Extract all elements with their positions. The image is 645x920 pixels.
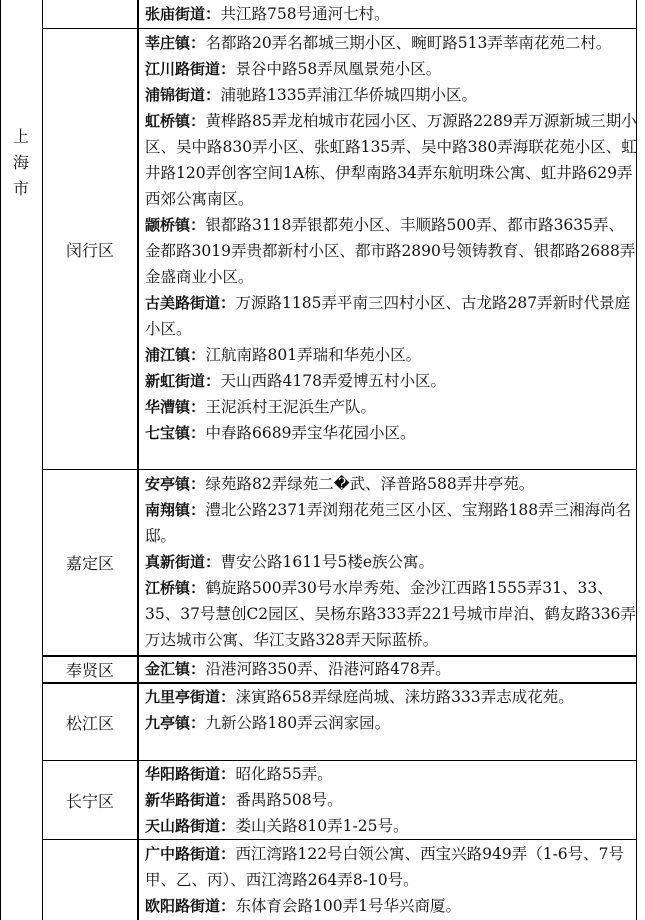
- address-entry: [145, 787, 637, 813]
- entry-colon: ：: [220, 764, 236, 783]
- entry-colon: ：: [190, 500, 206, 519]
- city-name: [0, 124, 42, 202]
- address-entry: [145, 813, 637, 839]
- row-content: [145, 841, 637, 919]
- street-name: 虹桥镇: [145, 112, 191, 130]
- district-name: 闵行区: [65, 240, 114, 260]
- entry-colon: ：: [205, 371, 221, 390]
- district-label: [42, 761, 138, 839]
- entry-colon: ：: [190, 578, 206, 597]
- street-name: 新华路街道: [145, 791, 221, 809]
- city-cell: [0, 0, 42, 920]
- address-text: 东体育会路100弄1号华兴商厦。: [235, 897, 461, 915]
- address-entry: [145, 30, 637, 56]
- street-name: 古美路街道: [145, 294, 221, 312]
- address-text: 万源路1185弄平南三四村小区、古龙路287弄新时代景庭小区。: [145, 294, 631, 338]
- address-entry: [145, 575, 637, 653]
- district-name: 长宁区: [65, 791, 114, 811]
- city-text: 上海市: [12, 127, 29, 198]
- row-content: [145, 471, 637, 653]
- district-label: [42, 470, 138, 655]
- address-text: 鹤旋路500弄30号水岸秀苑、金沙江西路1555弄31、33、35、37号慧创C2园区、吴杨东路333弄221号城市岸泊、鹤友路336弄万达城市公寓、华江支路328弄天际蓝桥。: [145, 579, 636, 649]
- street-name: 南翔镇: [145, 501, 191, 519]
- street-name: 华阳路街道: [145, 765, 221, 783]
- address-text: 九新公路180弄云润家园。: [205, 714, 391, 732]
- address-entry: [145, 342, 637, 368]
- address-entry: [145, 684, 637, 710]
- entry-colon: ：: [190, 474, 206, 493]
- entry-colon: ：: [190, 713, 206, 732]
- entry-colon: ：: [190, 215, 206, 234]
- address-text: 绿苑路82弄绿苑二�武、泽普路588弄井亭苑。: [205, 475, 535, 493]
- address-entry: [145, 290, 637, 342]
- entry-colon: ：: [190, 33, 206, 52]
- address-entry: [145, 420, 637, 446]
- district-label: [42, 657, 138, 682]
- street-name: 江桥镇: [145, 579, 191, 597]
- address-text: 江航南路801弄瑞和华苑小区。: [205, 346, 422, 364]
- street-name: 广中路街道: [145, 845, 221, 863]
- entry-colon: ：: [190, 397, 206, 416]
- street-name: 浦锦街道: [145, 86, 206, 104]
- address-text: 曹安公路1611号5楼e族公寓。: [220, 553, 435, 571]
- address-entry: [145, 108, 637, 212]
- entry-colon: ：: [205, 552, 221, 571]
- street-name: 九亭镇: [145, 714, 191, 732]
- address-text: 西江湾路122号白领公寓、西宝兴路949弄（1-6号、7号甲、乙、丙）、西江湾路264弄8-10号。: [145, 845, 625, 889]
- district-label: [42, 29, 138, 469]
- address-entry: [145, 56, 637, 82]
- address-text: 黄桦路85弄龙柏城市花园小区、万源路2289弄万源新城三期小区、吴中路830弄小区、张虹路135弄、吴中路380弄海联花苑小区、虹井路120弄创客空间1A栋、伊犁南路34弄东航明珠公寓、虹井路629弄西郊公寓南区。: [145, 112, 637, 208]
- street-name: 九里亭街道: [145, 688, 221, 706]
- entry-colon: ：: [190, 423, 206, 442]
- address-entry: [145, 893, 637, 919]
- address-entry: [145, 549, 637, 575]
- address-text: 天山西路4178弄爱博五村小区。: [220, 372, 446, 390]
- address-text: 番禺路508号。: [235, 791, 343, 809]
- street-name: 莘庄镇: [145, 34, 191, 52]
- street-name: 新虹街道: [145, 372, 206, 390]
- street-name: 天山路街道: [145, 817, 221, 835]
- entry-colon: ：: [220, 687, 236, 706]
- row-divider: [42, 839, 637, 840]
- street-name: 华漕镇: [145, 398, 191, 416]
- row-content: [145, 656, 637, 682]
- address-text: 浦驰路1335弄浦江华侨城四期小区。: [220, 86, 477, 104]
- entry-colon: ：: [220, 816, 236, 835]
- district-name: 嘉定区: [65, 554, 114, 573]
- entry-colon: ：: [190, 111, 206, 130]
- address-text: 涞寅路658弄绿庭尚城、涞坊路333弄志成花苑。: [235, 688, 574, 706]
- address-entry: [145, 471, 637, 497]
- entry-colon: ：: [190, 659, 206, 678]
- street-name: 浦江镇: [145, 346, 191, 364]
- address-text: 娄山关路810弄1-25号。: [235, 817, 409, 835]
- address-entry: [145, 656, 637, 682]
- street-name: 江川路街道: [145, 60, 221, 78]
- address-entry: [145, 497, 637, 549]
- address-text: 银都路3118弄银都苑小区、丰顺路500弄、都市路3635弄、金都路3019弄贵都新村小区、都市路2890号领铸教育、银都路2688弄金盛商业小区。: [145, 216, 636, 286]
- address-entry: [145, 841, 637, 893]
- address-entry: [145, 1, 637, 27]
- entry-colon: ：: [190, 345, 206, 364]
- address-entry: [145, 212, 637, 290]
- district-label: [42, 684, 138, 760]
- entry-colon: ：: [205, 85, 221, 104]
- street-name: 金汇镇: [145, 660, 191, 678]
- row-content: [145, 1, 637, 27]
- row-content: [145, 30, 637, 446]
- street-name: 颛桥镇: [145, 216, 191, 234]
- address-text: 王泥浜村王泥浜生产队。: [205, 398, 377, 416]
- district-name: 奉贤区: [65, 661, 114, 680]
- street-name: 安亭镇: [145, 475, 191, 493]
- address-text: 昭化路55弄。: [235, 765, 333, 783]
- address-text: 澧北公路2371弄浏翔花苑三区小区、宝翔路188弄三湘海尚名邸。: [145, 501, 632, 545]
- street-name: 七宝镇: [145, 424, 191, 442]
- address-text: 沿港河路350弄、沿港河路478弄。: [205, 660, 451, 678]
- address-entry: [145, 761, 637, 787]
- address-text: 名都路20弄名都城三期小区、畹町路513弄莘南花苑二村。: [205, 34, 612, 52]
- entry-colon: ：: [220, 844, 236, 863]
- street-name: 欧阳路街道: [145, 897, 221, 915]
- address-entry: [145, 368, 637, 394]
- street-name: 真新街道: [145, 553, 206, 571]
- address-text: 景谷中路58弄凤凰景苑小区。: [235, 60, 442, 78]
- entry-colon: ：: [205, 4, 221, 23]
- entry-colon: ：: [220, 293, 236, 312]
- address-entry: [145, 82, 637, 108]
- address-text: 中春路6689弄宝华花园小区。: [205, 424, 416, 442]
- address-text: 共江路758号通河七村。: [220, 5, 390, 23]
- entry-colon: ：: [220, 790, 236, 809]
- entry-colon: ：: [220, 896, 236, 915]
- row-content: [145, 684, 637, 736]
- row-content: [145, 761, 637, 839]
- address-entry: [145, 710, 637, 736]
- entry-colon: ：: [220, 59, 236, 78]
- address-entry: [145, 394, 637, 420]
- street-name: 张庙街道: [145, 5, 206, 23]
- district-name: 松江区: [65, 713, 114, 733]
